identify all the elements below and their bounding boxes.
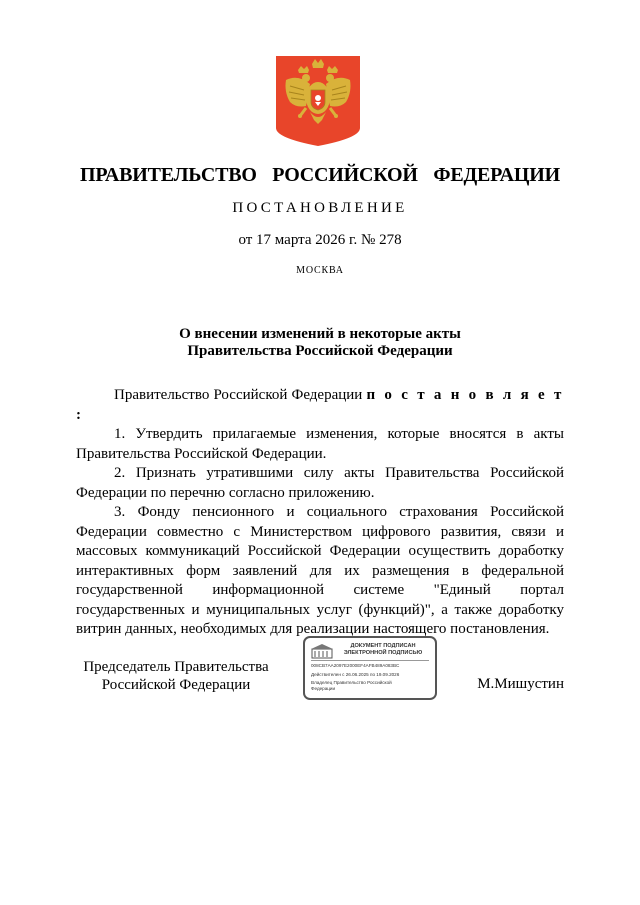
decree-body bbox=[76, 386, 564, 640]
building-icon bbox=[311, 643, 333, 659]
document-type: ПОСТАНОВЛЕНИЕ bbox=[232, 200, 408, 216]
signer-position-line-2: Российской Федерации bbox=[101, 677, 251, 693]
government-title: ПРАВИТЕЛЬСТВО РОССИЙСКОЙ ФЕДЕРАЦИИ bbox=[80, 164, 560, 186]
decree-item-1: 1. Утвердить прилагаемые изменения, которые вносятся в акты Правительства Российской Федерации. bbox=[76, 426, 564, 462]
decree-date-number: от 17 марта 2026 г. № 278 bbox=[238, 232, 402, 248]
stamp-title-line-1: ДОКУМЕНТ ПОДПИСАН bbox=[350, 643, 416, 649]
signer-position bbox=[76, 658, 276, 694]
stamp-title-line-2: ЭЛЕКТРОННОЙ ПОДПИСЬЮ bbox=[343, 650, 423, 656]
preamble bbox=[76, 386, 564, 425]
stamp-certificate: 008CB7AA2097E2000EF4AFB489A083BC bbox=[311, 663, 400, 668]
coat-of-arms-emblem bbox=[276, 56, 360, 146]
stamp-owner-line-2: Федерации bbox=[311, 686, 336, 691]
subject-line-1: О внесении изменений в некоторые акты bbox=[179, 326, 461, 342]
decree-subject bbox=[0, 326, 640, 360]
preamble-text: Правительство Российской Федерации bbox=[114, 387, 367, 403]
stamp-divider bbox=[311, 660, 429, 661]
signer-position-line-1: Председатель Правительства bbox=[83, 659, 269, 675]
preamble-emphasis: п о с т а н о в л я е т : bbox=[76, 387, 564, 423]
electronic-signature-stamp bbox=[303, 636, 437, 700]
signer-name: М.Мишустин bbox=[477, 676, 564, 692]
decree-item-2: 2. Признать утратившими силу акты Правительства Российской Федерации по перечню согласно приложению. bbox=[76, 465, 564, 501]
decree-item-3: 3. Фонду пенсионного и социального страхования Российской Федерации совместно с Министерством цифрового развития, связи и массовых коммуникаций Российской Федерации осуществить доработку интерактивных форм заявлений для их размещения в федеральной государственной информационной системе "Единый портал государственных и муниципальных услуг (функций)", а также доработку витрин данных, необходимых для реализации настоящего постановления. bbox=[76, 504, 564, 637]
stamp-validity: Действителен с 26.06.2025 по 19.09.2026 bbox=[311, 672, 400, 677]
subject-line-2: Правительства Российской Федерации bbox=[187, 343, 453, 359]
city: МОСКВА bbox=[296, 265, 344, 276]
stamp-title bbox=[333, 643, 433, 657]
stamp-owner-line-1: Владелец Правительство Российской bbox=[311, 680, 392, 685]
